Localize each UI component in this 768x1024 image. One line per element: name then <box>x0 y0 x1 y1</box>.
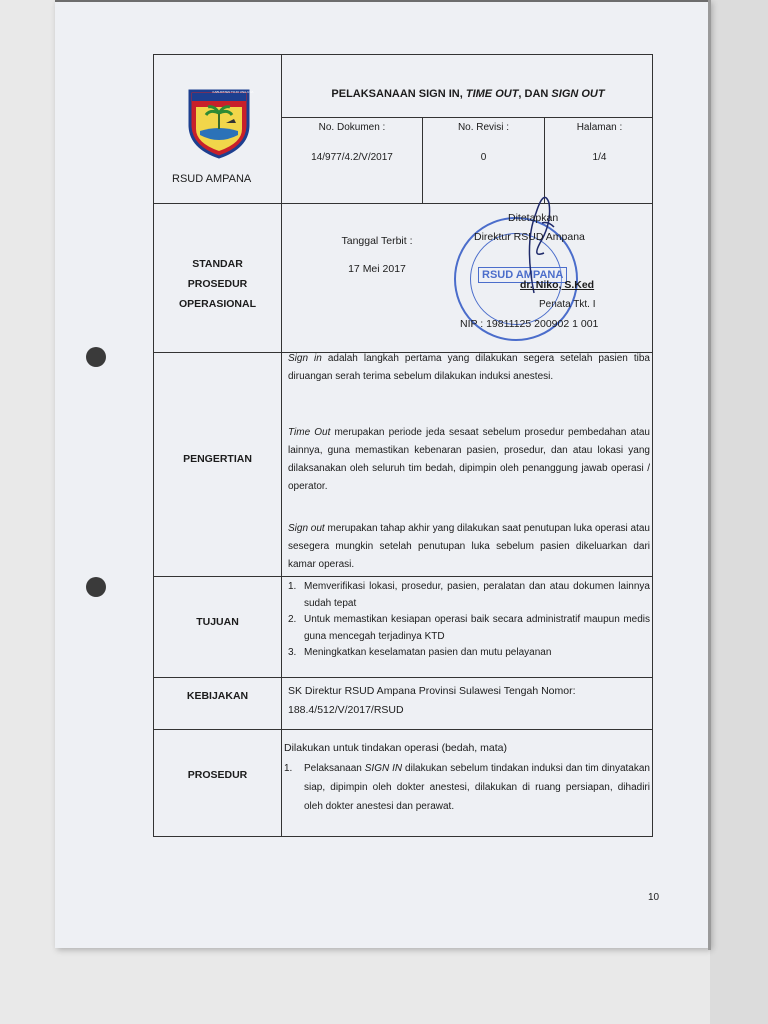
doc-number-label: No. Dokumen : <box>318 122 386 133</box>
approved-label: Ditetapkan <box>508 212 559 224</box>
prosedur-label: PROSEDUR <box>187 769 248 781</box>
sop-table <box>153 54 653 837</box>
pengertian-label: PENGERTIAN <box>183 453 252 465</box>
page-value: 1/4 <box>592 152 607 163</box>
scan-left-margin <box>0 0 55 1024</box>
row-divider-header <box>154 203 652 204</box>
tujuan-item-1: 1. Memverifikasi lokasi, prosedur, pasien, peralatan dan atau dokumen lainnya sudah tepat <box>288 581 650 609</box>
tujuan-list <box>288 579 650 662</box>
sop-label-line3: OPERASIONAL <box>178 298 256 310</box>
issue-date-value: 17 Mei 2017 <box>348 263 406 275</box>
document-title: PELAKSANAAN SIGN IN, TIME OUT, DAN SIGN OUT <box>331 88 605 100</box>
sign-in-definition: Sign in adalah langkah pertama yang dilakukan segera setelah pasien tiba diruangan serah terima sebelum dilakukan induksi anestesi. <box>288 353 650 382</box>
stamp-label: RSUD AMPANA <box>478 267 567 283</box>
sop-label-line1: STANDAR <box>192 258 243 270</box>
prosedur-intro: Dilakukan untuk tindakan operasi (bedah, mata) <box>284 742 507 754</box>
issue-date-label: Tanggal Terbit : <box>341 235 413 247</box>
sop-label-line2: PROSEDUR <box>187 278 248 290</box>
prosedur-item-1: 1. Pelaksanaan SIGN IN dilakukan sebelum tindakan induksi dan tim dinyatakan siap, dipimpin oleh dokter anestesi, dilakukan di ruang persiapan, dihadiri oleh dokter anestesi dan perawat. <box>284 763 650 812</box>
logo-banner-text: KABUPATEN TOJO UNA-UNA <box>212 90 254 94</box>
page-right-edge <box>708 0 711 950</box>
hospital-name: RSUD AMPANA <box>172 173 252 185</box>
page-label: Halaman : <box>576 122 623 133</box>
scan-right-margin <box>710 0 768 1024</box>
sign-out-definition: Sign out merupakan tahap akhir yang dilakukan saat penutupan luka operasi atau sesegera mungkin setelah penutupan luka sebelum pasien dikeluarkan dari kamar operasi. <box>288 523 650 570</box>
tujuan-item-2: 2. Untuk memastikan kesiapan operasi baik secara administratif maupun medis guna mencegah terjadinya KTD <box>288 614 650 642</box>
revision-value: 0 <box>480 152 487 163</box>
time-out-definition: Time Out merupakan periode jeda sesaat sebelum prosedur pembedahan atau lainnya, guna memastikan kebenaran pasien, prosedur, dan atau lokasi yang dilaksanakan oleh seluruh tim bedah, dipimpin oleh penanggung jawab operasi / operator. <box>288 427 650 492</box>
doc-number-value: 14/977/4.2/V/2017 <box>311 152 393 163</box>
hospital-logo-shield-icon <box>186 85 252 159</box>
approver-nip: NIP : 19811125 200902 1 001 <box>460 318 599 330</box>
column-divider <box>281 55 282 837</box>
row-divider-kebijakan <box>154 729 652 730</box>
approver-rank: Penata Tkt. I <box>539 299 596 310</box>
kebijakan-line2: 188.4/512/V/2017/RSUD <box>288 704 404 716</box>
kebijakan-line1: SK Direktur RSUD Ampana Provinsi Sulawesi Tengah Nomor: <box>288 685 576 697</box>
scan-bottom-margin <box>0 948 768 1024</box>
approver-name: dr. Niko, S.Ked <box>520 279 595 291</box>
page-top-edge <box>55 0 710 2</box>
row-divider-tujuan <box>154 677 652 678</box>
punch-hole-upper <box>86 347 106 367</box>
tujuan-item-3: 3. Meningkatkan keselamatan pasien dan mutu pelayanan <box>288 647 552 658</box>
punch-hole-lower <box>86 577 106 597</box>
revision-label: No. Revisi : <box>457 122 510 133</box>
page-number: 10 <box>648 892 660 903</box>
tujuan-label: TUJUAN <box>196 616 239 628</box>
header-subdivider <box>282 117 652 118</box>
kebijakan-label: KEBIJAKAN <box>186 690 249 702</box>
approver-title: Direktur RSUD Ampana <box>474 231 585 243</box>
row-divider-pengertian <box>154 576 652 577</box>
